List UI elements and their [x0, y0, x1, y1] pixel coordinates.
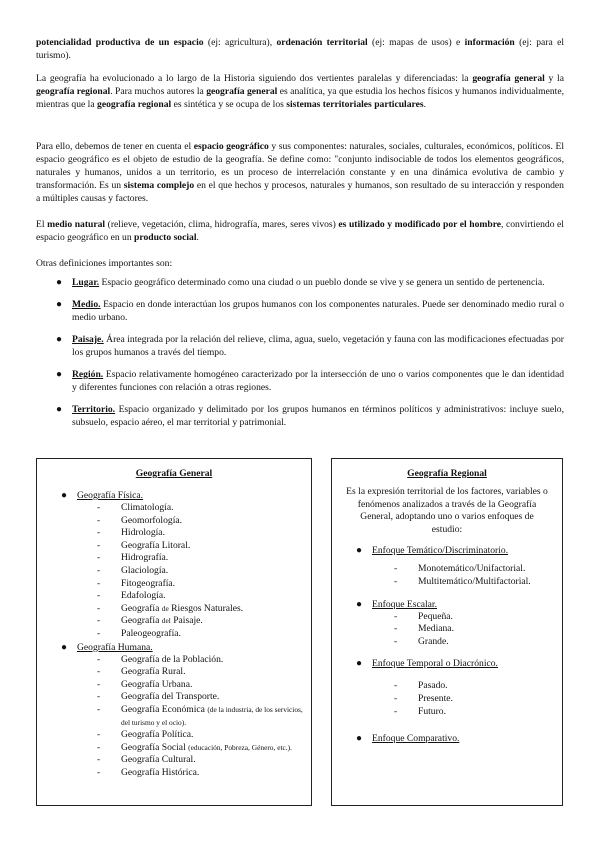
- list-item: - Paleogeografía.: [97, 627, 181, 639]
- list-item: - Geografía Histórica.: [97, 766, 200, 778]
- paragraph-natural-environment: El medio natural (relieve, vegetación, clima, hidrografía, mares, seres vivos) es utilizado y modificado por el hombre, convirtiendo el espacio geográfico en un producto social.: [36, 219, 564, 243]
- paragraph-intro-continuation: potencialidad productiva de un espacio (ej: agricultura), ordenación territorial (ej: mapas de usos) e información (ej: para el turismo).: [36, 37, 564, 61]
- bullet-icon: ●: [56, 299, 63, 310]
- list-item: - Geografía de la Población.: [97, 653, 224, 665]
- approach-tematico: ● Enfoque Temático/Discriminatorio. - Monotemático/Unifactorial. - Multitemático/Multifactorial.: [372, 544, 552, 588]
- paragraph-evolution: La geografía ha evolucionado a lo largo de la Historia siguiendo dos vertientes paralelas y diferenciadas: la geografía general y la geografía regional. Para muchos autores la geografía general es analítica, ya que estudia los hechos físicos y humanos individualmente, mientras que la geografía regional es sintética y se ocupa de los sistemas territoriales particulares.: [36, 73, 564, 110]
- tematico-sublist: [394, 563, 552, 588]
- approach-comparativo: ● Enfoque Comparativo.: [356, 733, 460, 745]
- definition-paisaje: ● Paisaje. Área integrada por la relación del relieve, clima, agua, suelo, vegetación y fauna con las modificaciones efectuadas por los grupos humanos a través del tiempo.: [56, 334, 564, 358]
- list-item: - Geomorfología.: [97, 514, 183, 526]
- branch-humana-label: Geografía Humana.: [77, 641, 153, 653]
- list-item: - Hidrología.: [97, 527, 165, 539]
- branch-fisica-label: Geografía Física.: [77, 490, 144, 501]
- list-item: - Mediana.: [394, 623, 454, 635]
- definition-region: ● Región. Espacio relativamente homogéneo caracterizado por la intersección de uno o varios componentes que le dan identidad y diferentes funciones con relación a otras regiones.: [56, 369, 564, 393]
- regional-description: Es la expresión territorial de los factores, variables o fenómenos analizados a través de la Geografía General, adoptando uno o varios enfoques de estudio:: [346, 486, 548, 535]
- escalar-sublist: [394, 611, 552, 649]
- list-item: - Futuro.: [394, 705, 446, 717]
- bullet-icon: ●: [61, 490, 68, 501]
- list-item: - Hidrografía.: [97, 552, 169, 564]
- list-item: - Geografía Rural.: [97, 666, 186, 678]
- list-item: - Geografía de Riesgos Naturales.: [97, 602, 244, 614]
- approach-temporal: ● Enfoque Temporal o Diacrónico. - Pasado. - Presente. - Futuro.: [372, 657, 552, 718]
- bullet-icon: ●: [56, 277, 63, 288]
- paragraph-other-definitions: Otras definiciones importantes son:: [36, 258, 173, 269]
- box-title-general: Geografía General: [135, 468, 213, 479]
- definition-lugar: ● Lugar. Espacio geográfico determinado como una ciudad o un pueblo donde se vive y se genera un sentido de pertenencia.: [56, 277, 545, 288]
- list-item: - Grande.: [394, 635, 449, 647]
- box-title-regional: Geografía Regional: [407, 468, 487, 479]
- list-item: - Geografía Litoral.: [97, 539, 191, 551]
- list-item: - Glaciología.: [97, 564, 169, 576]
- list-item: - Fitogeografía.: [97, 577, 176, 589]
- geografia-general-box: [36, 458, 312, 806]
- list-item: - Monotemático/Unifactorial.: [394, 563, 526, 575]
- list-item: - Geografía del Paisaje.: [97, 615, 203, 627]
- fisica-sublist: [97, 502, 303, 641]
- list-item: - Geografía Económica (de la industria, de los servicios, del turismo y el ocio).: [97, 703, 303, 727]
- general-branches-list: [61, 489, 303, 779]
- list-item: - Geografía Política.: [97, 729, 194, 741]
- bullet-icon: ●: [356, 598, 363, 610]
- bullet-icon: ●: [356, 658, 363, 670]
- definition-territorio: ● Territorio. Espacio organizado y delimitado por los grupos humanos en términos políticos y administrativos: incluye suelo, subsuelo, espacio aéreo, el mar territorial y patrimonial.: [56, 404, 564, 428]
- branch-fisica: [61, 489, 303, 641]
- bullet-icon: ●: [56, 404, 63, 415]
- list-item: - Pasado.: [394, 680, 448, 692]
- list-item: - Geografía Cultural.: [97, 754, 196, 766]
- list-item: - Geografía Social (educación, Pobreza, Género, etc.).: [97, 741, 292, 753]
- list-item: - Edafología.: [97, 590, 166, 602]
- geografia-regional-box: [331, 458, 563, 806]
- bullet-icon: ●: [56, 334, 63, 345]
- branch-humana: [61, 641, 303, 780]
- regional-approaches-list: [356, 544, 552, 745]
- definition-medio: ● Medio. Espacio en donde interactúan los grupos humanos con los componentes naturales. Puede ser denominado medio rural o medio urbano.: [56, 299, 564, 323]
- list-item: - Geografía Urbana.: [97, 678, 193, 690]
- list-item: - Pequeña.: [394, 610, 453, 622]
- humana-sublist: [97, 654, 303, 780]
- temporal-sublist: [394, 680, 552, 718]
- list-item: - Climatología.: [97, 502, 174, 513]
- paragraph-geographic-space: Para ello, debemos de tener en cuenta el espacio geográfico y sus componentes: naturales, sociales, culturales, económicos, políticos. El espacio geográfico es el objeto de estudio de la geografía. Se define como: "conjunto indisociable de todos los elementos geográficos, naturales y humanos, unidos a un territorio, es un proceso de interrelación constante y en una dinámica evolutiva de cambio y transformación. Es un sistema complejo en el que hechos y procesos, naturales y humanos, son resultado de su interacción y responden a múltiples causas y factores.: [36, 141, 564, 204]
- bullet-icon: ●: [56, 369, 63, 380]
- list-item: - Geografía del Transporte.: [97, 691, 220, 703]
- bullet-icon: ●: [61, 641, 68, 653]
- bullet-icon: ●: [356, 733, 363, 745]
- list-item: - Multitemático/Multifactorial.: [394, 575, 531, 587]
- definitions-list: [56, 276, 564, 438]
- approach-escalar: ● Enfoque Escalar. - Pequeña. - Mediana. - Grande.: [372, 598, 552, 649]
- list-item: - Presente.: [394, 692, 453, 704]
- bullet-icon: ●: [356, 545, 363, 557]
